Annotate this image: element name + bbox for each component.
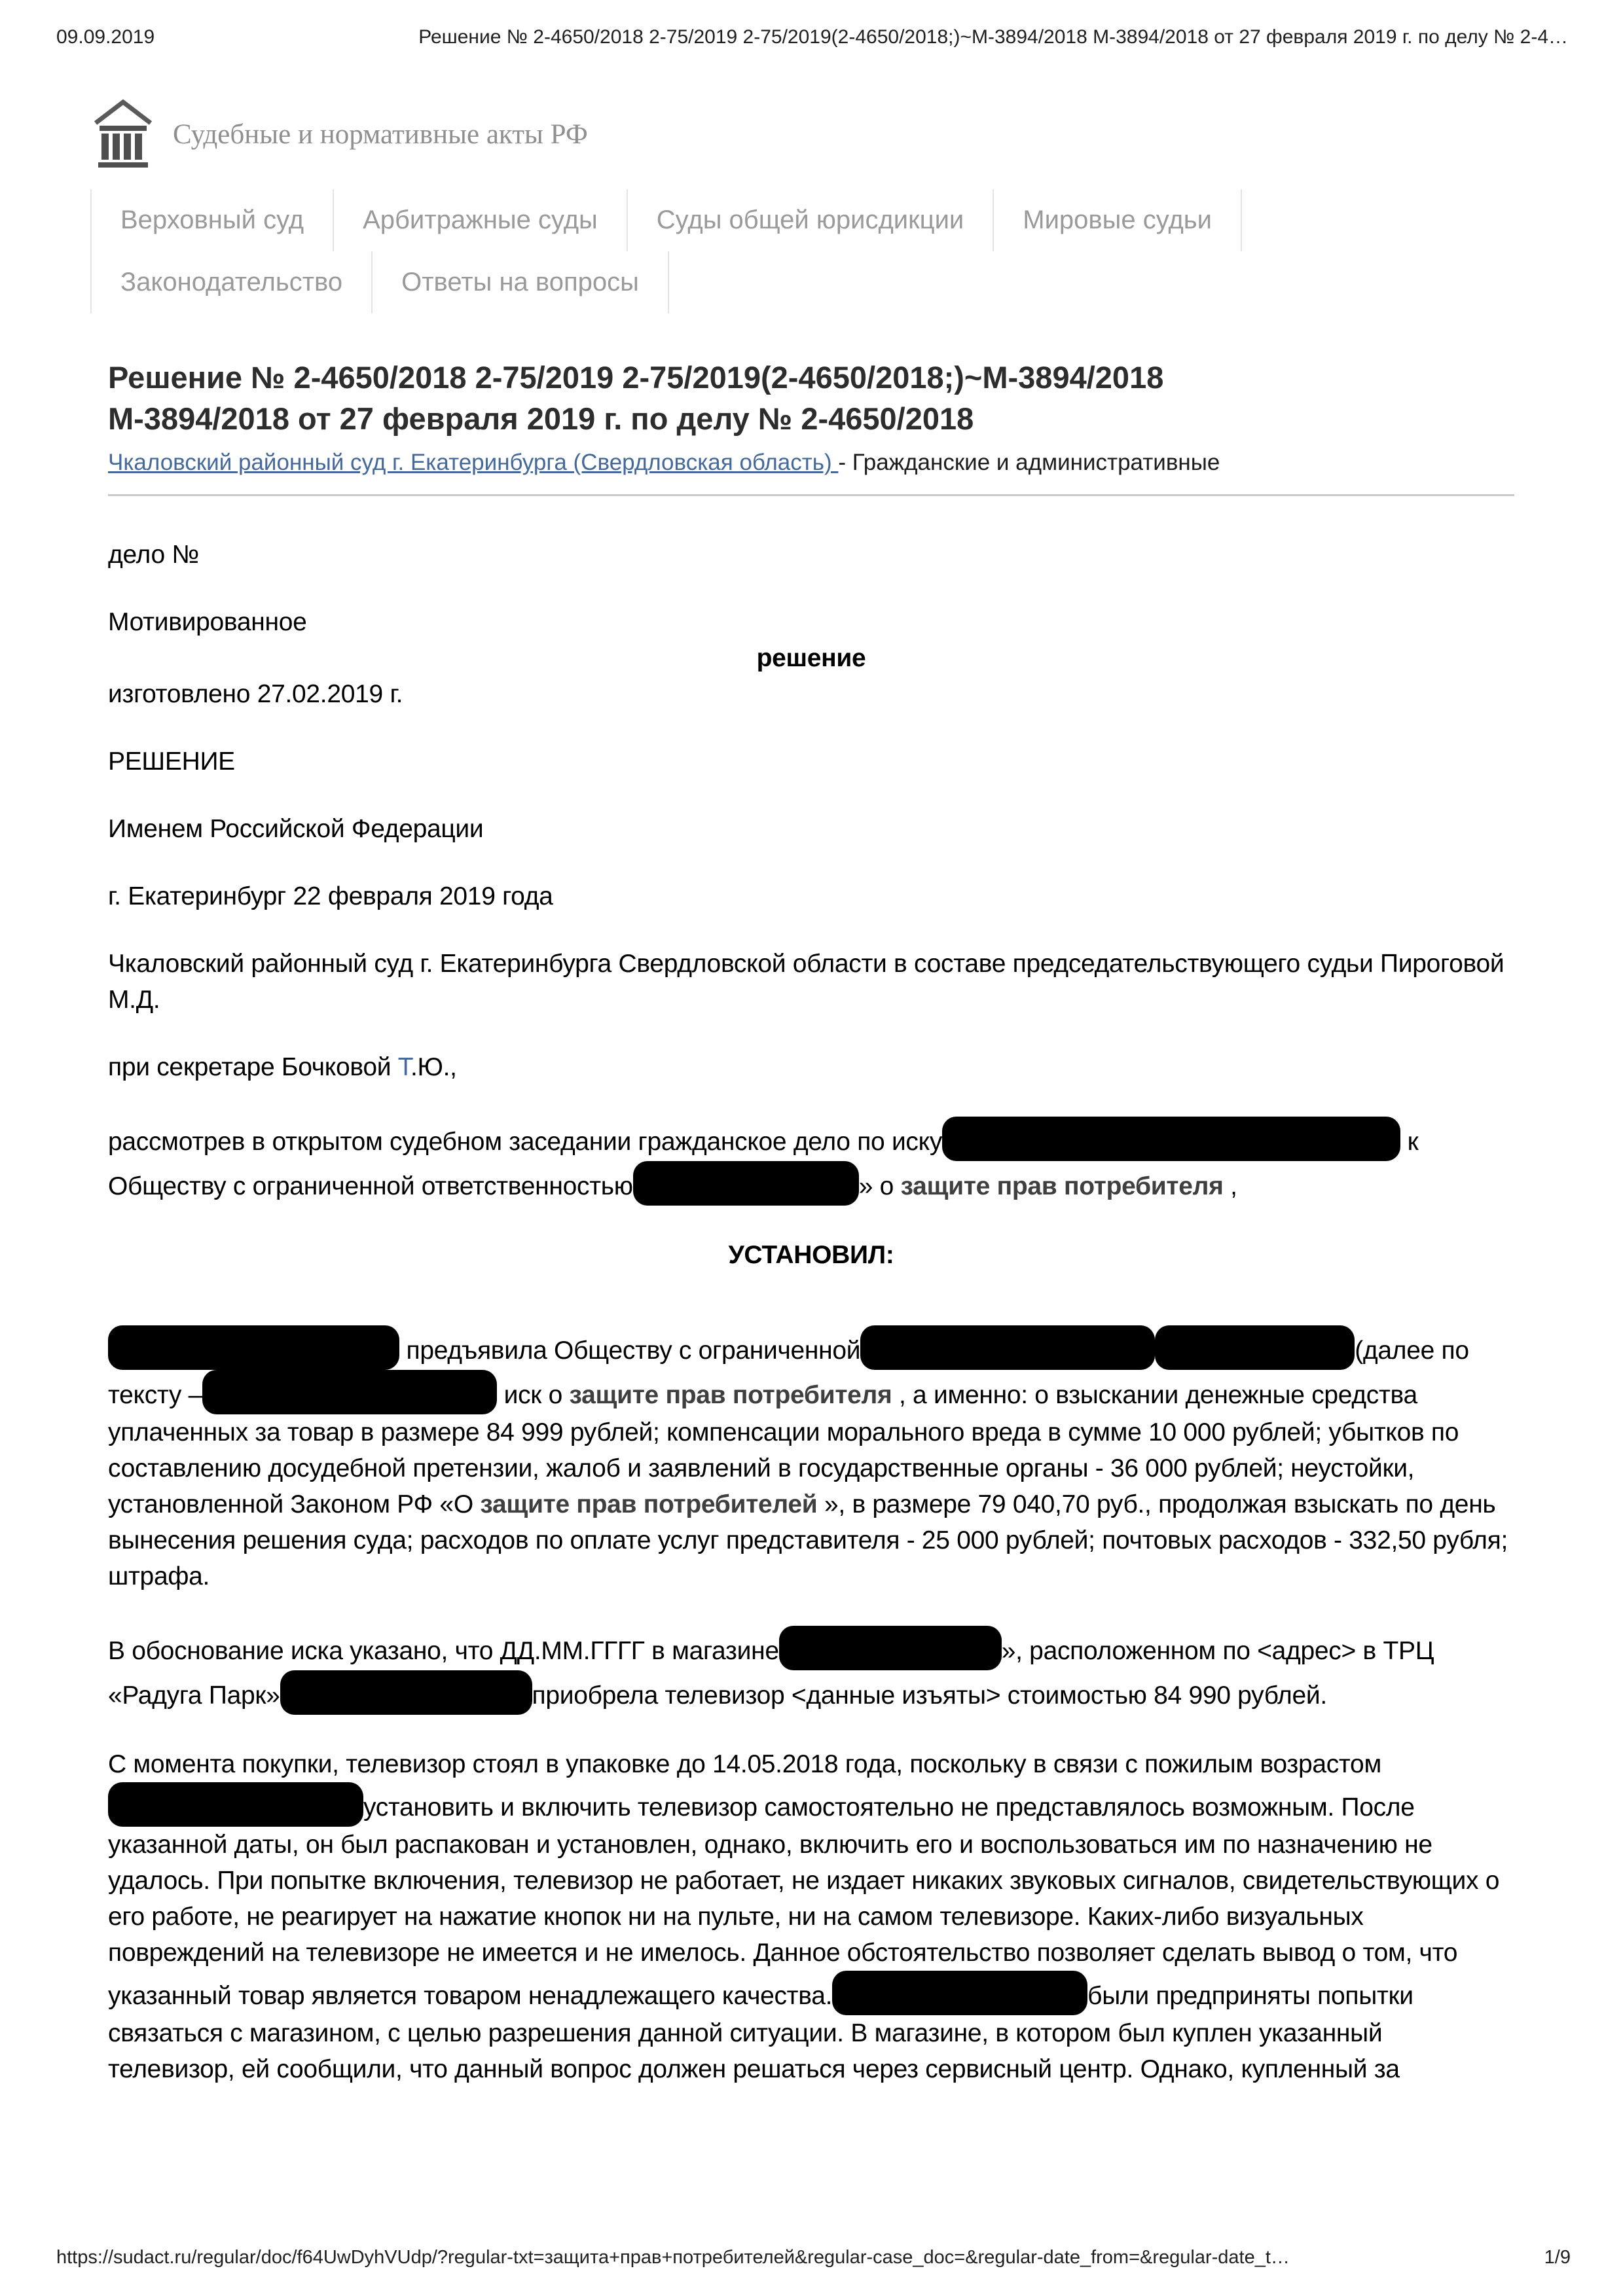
highlight-term: защите прав потребителя — [569, 1381, 892, 1409]
print-header — [0, 0, 1623, 48]
redaction-box — [942, 1117, 1400, 1161]
paragraph — [108, 878, 1514, 914]
redaction-box — [633, 1161, 859, 1206]
text-run: к Обществу с ограниченной ответственностью — [108, 1128, 1419, 1200]
paragraph — [108, 1237, 1514, 1273]
doc-subtitle — [108, 450, 1514, 476]
text-run: » о — [858, 1172, 901, 1200]
text-run: изготовлено 27.02.2019 г. — [108, 680, 403, 708]
text-run: (далее по тексту – — [108, 1336, 1469, 1409]
print-title: Решение № 2-4650/2018 2-75/2019 2-75/2019(2-4650/2018;)~М-3894/2018 М-3894/2018 от 27 февраля 2019 г. по делу № 2-4… — [418, 26, 1568, 48]
text-run: приобрела телевизор <данные изъяты> стоимостью 84 990 рублей. — [532, 1681, 1327, 1710]
paragraph — [108, 811, 1514, 847]
text-run: РЕШЕНИЕ — [108, 747, 235, 776]
redaction-box — [1155, 1325, 1355, 1370]
text-run: В обоснование иска указано, что ДД.ММ.ГГГГ в магазине — [108, 1637, 779, 1665]
redaction-box — [108, 1325, 399, 1370]
redaction-box — [779, 1626, 1002, 1670]
divider — [108, 494, 1514, 496]
site-logo[interactable] — [90, 98, 588, 171]
doc-title-line1: Решение № 2-4650/2018 2-75/2019 2-75/2019(2-4650/2018;)~М-3894/2018 — [108, 360, 1164, 395]
nav-item[interactable]: Верховный суд — [90, 189, 333, 251]
nav-item[interactable]: Ответы на вопросы — [371, 251, 669, 314]
doc-title-line2: М-3894/2018 от 27 февраля 2019 г. по делу № 2-4650/2018 — [108, 401, 974, 436]
text-run: предъявила Обществу с ограниченной — [399, 1336, 861, 1365]
paragraph — [108, 744, 1514, 780]
paragraph — [108, 1746, 1514, 2087]
redaction-box — [280, 1670, 532, 1715]
paragraph — [108, 1117, 1514, 1206]
paragraph — [108, 946, 1514, 1018]
paragraph — [108, 604, 1514, 640]
text-run: рассмотрев в открытом судебном заседании гражданское дело по иску — [108, 1128, 943, 1156]
text-run: установить и включить телевизор самостоятельно не представлялось возможным. После указанной даты, он был распакован и установлен, однако, включить его и воспользоваться им по назначению не удалось. При попытке включения, телевизор не работает, не издает никаких звуковых сигналов, свидетельствующих о его работе, не реагирует на нажатие кнопок ни на пульте, ни на самом телевизоре. Каких-либо визуальных повреждений на телевизоре не имеется и не имелось. Данное обстоятельство позволяет сделать вывод о том, что указанный товар является товаром ненадлежащего качества. — [108, 1793, 1500, 2010]
redaction-box — [202, 1370, 497, 1414]
text-run: , а именно: о взыскании денежные средства уплаченных за товар в размере 84 999 рублей; компенсации морального вреда в сумме 10 000 рублей; убытков по составлению досудебной претензии, жалоб и заявлений в государственные органы - 36 000 рублей; неустойки, установленной Законом РФ «О — [108, 1381, 1459, 1518]
paragraph — [108, 537, 1514, 573]
redaction-box — [860, 1325, 1155, 1370]
doc-title — [108, 357, 1514, 439]
text-run: иск о — [497, 1381, 570, 1409]
text-run: УСТАНОВИЛ: — [728, 1241, 894, 1269]
highlight-term: защите прав потребителей — [480, 1490, 818, 1518]
text-run: », в размере 79 040,70 руб., продолжая взыскать по день вынесения решения суда; расходов по оплате услуг представителя - 25 000 рублей; почтовых расходов - 332,50 рубля; штрафа. — [108, 1490, 1508, 1590]
text-run: дело № — [108, 541, 199, 569]
paragraph — [108, 640, 1514, 676]
text-run: Чкаловский районный суд г. Екатеринбурга Свердловской области в составе председательствующего судьи Пироговой М.Д. — [108, 950, 1504, 1014]
inline-link[interactable]: Т — [397, 1053, 410, 1081]
text-run: .Ю., — [410, 1053, 457, 1081]
highlight-term: защите прав потребителя — [900, 1172, 1224, 1200]
text-run: », расположенном по <адрес> в ТРЦ «Радуга Парк» — [108, 1637, 1434, 1710]
case-category: - Гражданские и административные — [838, 450, 1220, 475]
text-run: Мотивированное — [108, 608, 307, 636]
nav-item[interactable]: Арбитражные суды — [333, 189, 627, 251]
text-run: решение — [756, 644, 866, 672]
footer-url: https://sudact.ru/regular/doc/f64UwDyhVUdp/?regular-txt=защита+прав+потребителей&regular-case_doc=&regular-date_from=&regular-date_t… — [56, 2247, 1290, 2268]
nav-row-2 — [90, 251, 1623, 314]
footer-page-number: 1/9 — [1544, 2247, 1571, 2268]
nav-item[interactable]: Законодательство — [90, 251, 371, 314]
nav-item[interactable]: Суды общей юрисдикции — [627, 189, 993, 251]
doc-body — [108, 537, 1514, 2087]
document-content — [108, 357, 1514, 2087]
text-run: С момента покупки, телевизор стоял в упаковке до 14.05.2018 года, поскольку в связи с пожилым возрастом — [108, 1750, 1381, 1778]
paragraph — [108, 676, 1514, 712]
site-header — [90, 98, 1623, 314]
main-nav — [90, 189, 1623, 314]
print-footer — [56, 2247, 1571, 2269]
paragraph — [108, 1626, 1514, 1715]
nav-row-1 — [90, 189, 1623, 251]
redaction-box — [108, 1782, 363, 1827]
print-date: 09.09.2019 — [56, 26, 155, 48]
text-run: при секретаре Бочковой — [108, 1053, 398, 1081]
text-run: , — [1223, 1172, 1237, 1200]
paragraph — [108, 1049, 1514, 1085]
redaction-box — [832, 1971, 1087, 2015]
text-run: были предприняты попытки связаться с магазином, с целью разрешения данной ситуации. В магазине, в котором был куплен указанный телевизор, ей сообщили, что данный вопрос должен решаться через сервисный центр. Однако, купленный за — [108, 1982, 1413, 2083]
text-run: г. Екатеринбург 22 февраля 2019 года — [108, 882, 553, 910]
court-link[interactable]: Чкаловский районный суд г. Екатеринбурга (Свердловская область) — [108, 450, 839, 475]
site-name: Судебные и нормативные акты РФ — [173, 119, 588, 150]
nav-item[interactable]: Мировые судьи — [993, 189, 1242, 251]
paragraph — [108, 1325, 1514, 1594]
text-run: Именем Российской Федерации — [108, 815, 484, 843]
courthouse-columns-icon — [90, 98, 156, 171]
